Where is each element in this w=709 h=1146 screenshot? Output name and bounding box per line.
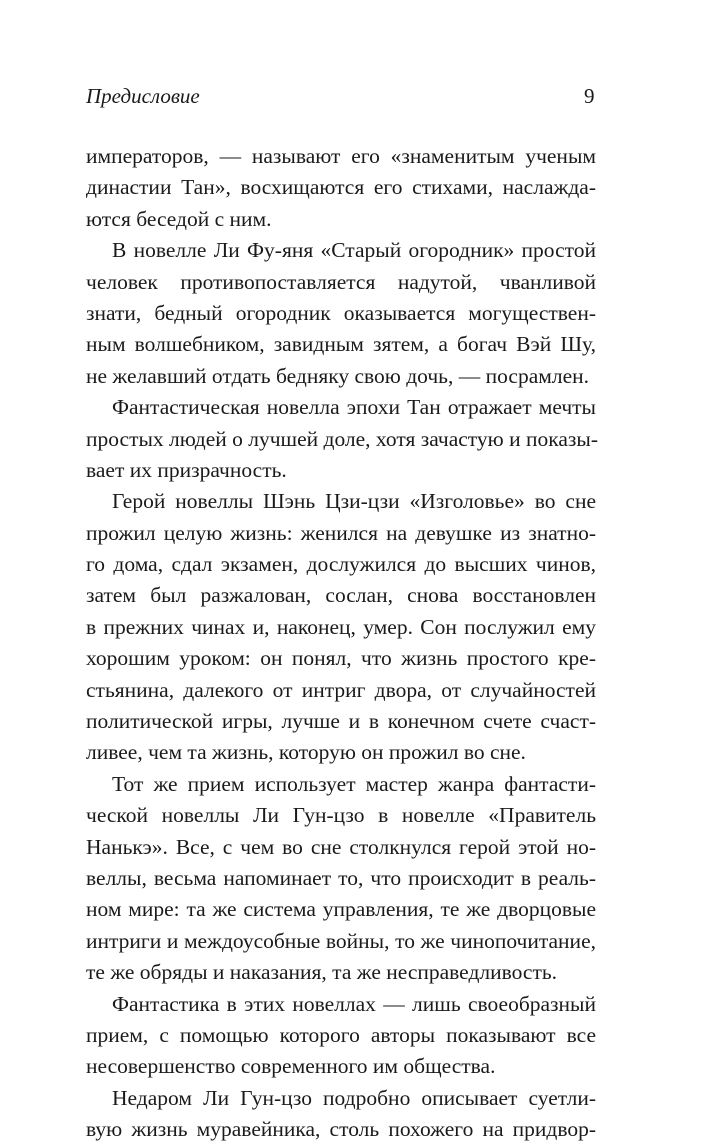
- text-line: хорошим уроком: он понял, что жизнь простого кре-: [86, 646, 596, 671]
- text-line: Тот же прием использует мастер жанра фантасти-: [112, 771, 596, 796]
- text-line: политической игры, лучше и в конечном счете счаст-: [86, 709, 596, 734]
- paragraph: [86, 235, 596, 392]
- text-line: Герой новеллы Шэнь Цзи-цзи «Изголовье» во сне: [112, 489, 596, 514]
- text-line: вает их призрачность.: [86, 457, 287, 482]
- paragraph: [86, 769, 596, 989]
- text-line: интриги и междоусобные войны, то же чинопочитание,: [86, 928, 596, 953]
- text-line: человек противопоставляется надутой, чванливой: [86, 269, 596, 294]
- text-line: в прежних чинах и, наконец, умер. Сон послужил ему: [86, 614, 596, 639]
- text-line: вую жизнь муравейника, столь похожего на придвор-: [86, 1117, 596, 1142]
- text-line: несовершенство современного им общества.: [86, 1054, 496, 1079]
- text-line: Фантастическая новелла эпохи Тан отражает мечты: [112, 395, 596, 420]
- paragraph: [86, 141, 596, 235]
- paragraph: [86, 989, 596, 1083]
- text-line: го дома, сдал экзамен, дослужился до высших чинов,: [86, 552, 596, 577]
- text-line: ном мире: та же система управления, те же дворцовые: [86, 897, 596, 922]
- text-line: Нанькэ». Все, с чем во сне столкнулся герой этой но-: [86, 834, 596, 859]
- text-line: императоров, — называют его «знаменитым ученым: [86, 144, 596, 168]
- text-line: стьянина, далекого от интриг двора, от случайностей: [86, 677, 596, 702]
- text-line: простых людей о лучшей доле, хотя зачастую и показы-: [86, 426, 598, 451]
- text-line: Недаром Ли Гун-цзо подробно описывает суетли-: [112, 1085, 596, 1110]
- text-line: Фантастика в этих новеллах — лишь своеобразный: [112, 991, 596, 1016]
- body-text: [86, 141, 596, 1146]
- text-line: В новелле Ли Фу-яня «Старый огородник» простой: [112, 238, 596, 263]
- text-line: ливее, чем та жизнь, которую он прожил во сне.: [86, 740, 526, 765]
- paragraph: [86, 392, 596, 486]
- text-line: ным волшебником, завидным зятем, а богач Вэй Шу,: [86, 332, 596, 357]
- text-line: прием, с помощью которого авторы показывают все: [86, 1022, 596, 1047]
- running-head: Предисловие: [86, 84, 200, 108]
- paragraph: [86, 486, 596, 769]
- page-number: 9: [584, 84, 595, 108]
- text-line: веллы, весьма напоминает то, что происходит в реаль-: [86, 865, 596, 890]
- text-line: знати, бедный огородник оказывается могуществен-: [86, 300, 596, 325]
- text-line: те же обряды и наказания, та же несправедливость.: [86, 960, 558, 985]
- text-line: прожил целую жизнь: женился на девушке из знатно-: [86, 520, 596, 545]
- text-line: ческой новеллы Ли Гун-цзо в новелле «Правитель: [86, 803, 596, 828]
- text-line: ются беседой с ним.: [86, 206, 272, 231]
- text-line: династии Тан», восхищаются его стихами, наслажда-: [86, 175, 596, 200]
- text-line: затем был разжалован, сослан, снова восстановлен: [86, 583, 596, 608]
- paragraph: [86, 1083, 596, 1146]
- text-line: не желавший отдать бедняку свою дочь, — посрамлен.: [86, 363, 589, 388]
